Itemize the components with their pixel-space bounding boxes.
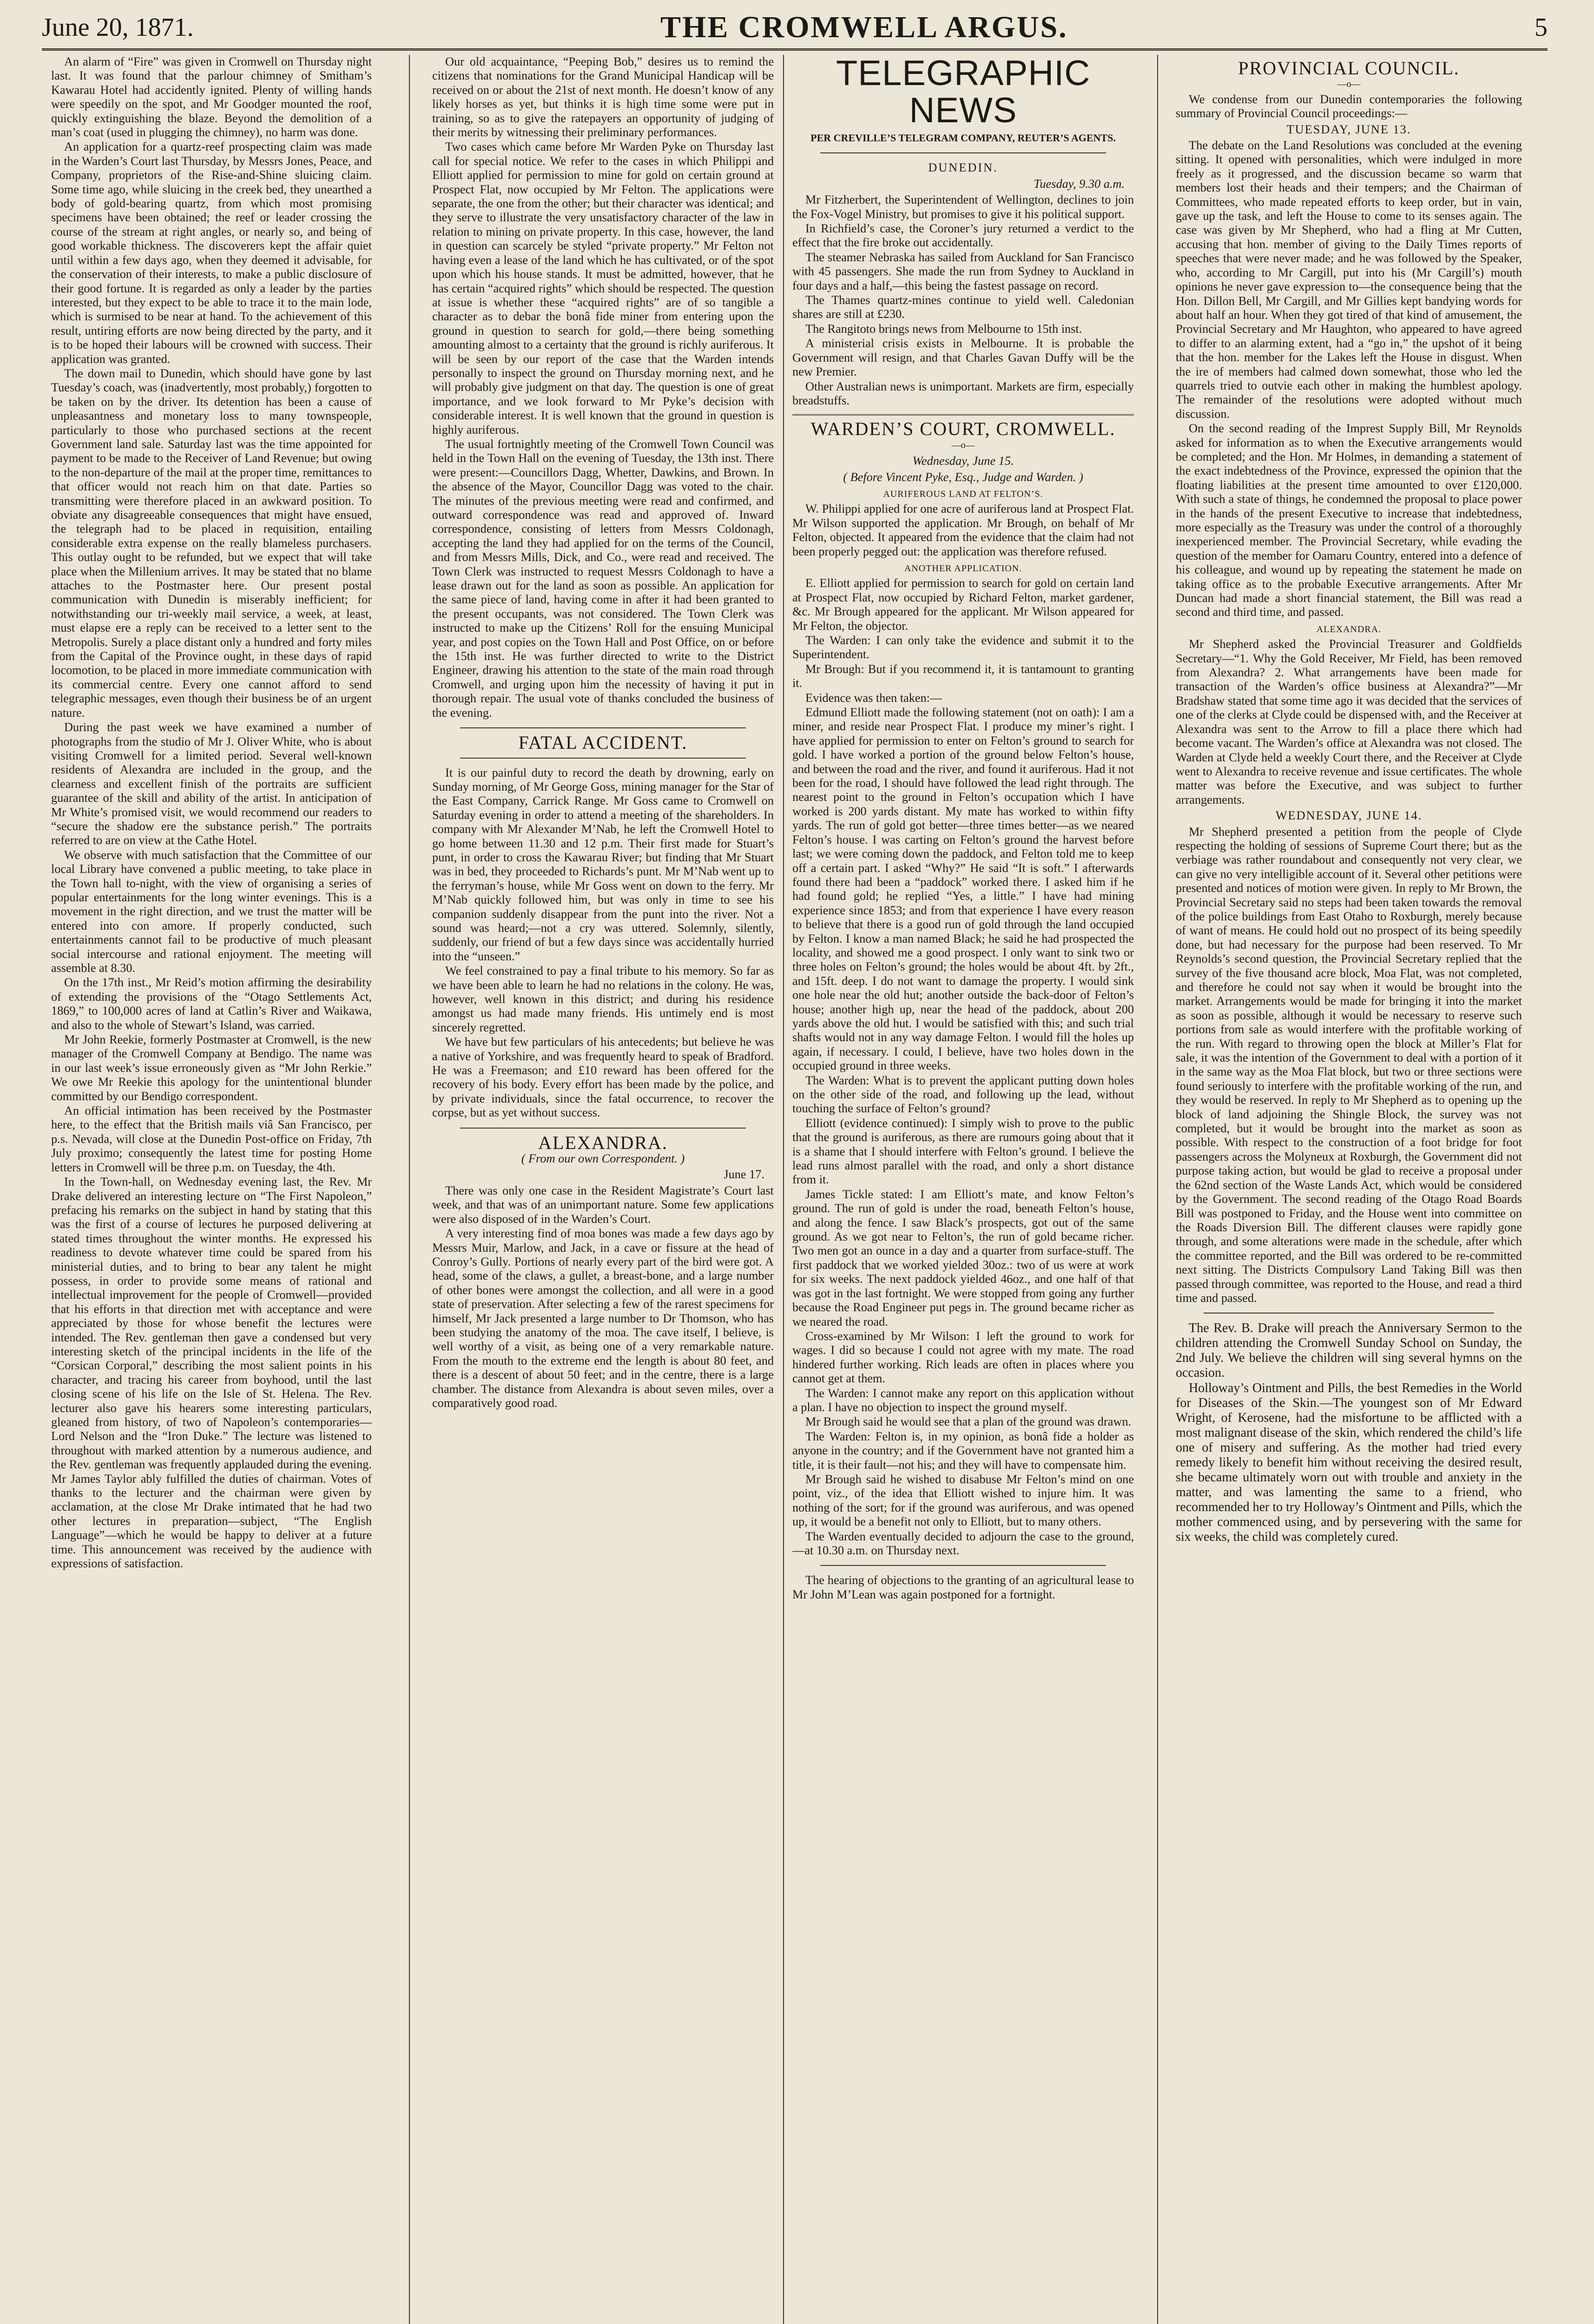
court-paragraph: Mr Brough said he wished to disabuse Mr Felton’s mind on one point, viz., of the idea that Elliott wished to injure him. It was nothing of the sort; for if the ground was auriferous, and was opened up, it would be a benefit not only to Elliott, but to many others. bbox=[792, 1472, 1134, 1529]
article-paragraph: The debate on the Land Resolutions was concluded at the evening sitting. It opened with personalities, which were indulged in more freely as it progressed, and the discussion became so warm that members lost their heads and their tempers; and the Chairman of Committees, who made repeated efforts to keep order, but in vain, gave up the task, and left the House to come to its senses again. The case was given by Mr Shepherd, who had a fling at Mr Cutten, accusing that hon. member of giving to the Daily Times reports of speeches that were never made; and he was followed by the Speaker, who, according to Mr Cargill, put into his (Mr Cargill’s) mouth opinions he never gave expression to—the consequence being that the Hon. Dillon Bell, Mr Cargill, and Mr Gillies kept bandying words for about half an hour. When they got tired of that kind of amusement, the Provincial Secretary and Mr Haughton, who appeared to have agreed to differ to an alarming extent, had a “go in,” the upshot of it being that the hon. member for the Lakes left the House in disgust. When the ire of members had calmed down somewhat, those who led the quarrels tried to outvie each other in making the humblest apology. The remainder of the resolutions were adopted without much discussion. bbox=[1176, 139, 1522, 421]
court-paragraph: The Warden: I can only take the evidence and submit it to the Superintendent. bbox=[792, 634, 1134, 661]
court-date: Wednesday, June 15. bbox=[912, 454, 1014, 468]
court-paragraph: Cross-examined by Mr Wilson: I left the ground to work for wages. I did so because I could not agree with my mate. The road hindered further working. Rich leads are often in places where you cannot get at them. bbox=[792, 1329, 1134, 1386]
column-divider bbox=[1157, 55, 1158, 2324]
article-paragraph: It is our painful duty to record the death by drowning, early on Sunday morning, of Mr George Goss, mining manager for the Star of the East Company, Carrick Range. Mr Goss came to Cromwell on Saturday evening in order to attend a meeting of the shareholders. In company with Mr Alexander M’Nab, he left the Cromwell Hotel to go home between 11.30 and 12 p.m. Their first made for Stuart’s punt, in order to cross the Kawarau River; but finding that Mr Stuart was in bed, they proceeded to Richards’s punt. Mr M’Nab went up to the ferryman’s house, while Mr Goss went on down to the ferry. Mr M’Nab quickly followed him, but was only in time to see his companion suddenly disappear from the punt into the river. Not a sound was heard;—not a cry was uttered. Solemnly, silently, suddenly, our friend of but a few days since was accidentally hurried into the “unseen.” bbox=[432, 766, 774, 963]
ornament-dash: —o— bbox=[1337, 79, 1361, 90]
article-paragraph: An application for a quartz-reef prospecting claim was made in the Warden’s Court last Thursday, by Messrs Jones, Peace, and Company, proprietors of the Rise-and-Shine sluicing claim. Some time ago, while sluicing in the creek bed, they unearthed a body of gold-bearing quartz, from which most promising specimens have been obtained; the reef or leader crossing the course of the stream at right angles, or nearly so, and being of good workable thickness. The discoverers kept the affair quiet until within a few days ago, when they deemed it advisable, for the conservation of their interests, to make a public disclosure of their good fortune. It is regarded as only a leader by the parties interested, but they expect to be able to trace it to the main lode, which is surmised to be near at hand. To the achievement of this result, untiring efforts are now being directed by the party, and it is to be hoped their labours will be crowned with success. Their application was granted. bbox=[51, 140, 372, 366]
article-paragraph: There was only one case in the Resident Magistrate’s Court last week, and that was of an unimportant nature. Some few applications were also disposed of in the Warden’s Court. bbox=[432, 1183, 774, 1226]
news-item: The steamer Nebraska has sailed from Auckland for San Francisco with 45 passengers. She made the run from Sydney to Auckland in four days and a half,—this being the fastest passage on record. bbox=[792, 250, 1134, 292]
article-paragraph: Mr Shepherd asked the Provincial Treasurer and Goldfields Secretary—“1. Why the Gold Receiver, Mr Field, has been removed from Alexandra? 2. What arrangements have been made for transaction of the Warden’s office business at Alexandra?”—Mr Bradshaw stated that some time ago it was decided that the services of one of the clerks at Clyde could be dispensed with, and the Receiver at Alexandra was sent to the Arrow to fill a place there which had become vacant. The Warden’s office at Alexandra was not closed. The Warden at Clyde held a weekly Court there, and the Receiver at Clyde went to Alexandra to receive revenue and issue certificates. The whole matter was before the Executive, and was subject to further arrangements. bbox=[1176, 637, 1522, 806]
news-item: Mr Fitzherbert, the Superintendent of Wellington, declines to join the Fox-Vogel Ministry, but promises to give it his political support. bbox=[792, 193, 1134, 221]
news-item: The Rangitoto brings news from Melbourne to 15th inst. bbox=[805, 322, 1082, 336]
section-rule bbox=[820, 1565, 1106, 1566]
article-paragraph: We condense from our Dunedin contemporaries the following summary of Provincial Council proceedings:— bbox=[1176, 92, 1522, 120]
alexandra-heading: ALEXANDRA. bbox=[538, 1132, 668, 1153]
column-divider bbox=[409, 55, 410, 2324]
news-item: The Thames quartz-mines continue to yield well. Caledonian shares are still at £230. bbox=[792, 293, 1134, 321]
masthead-rule bbox=[42, 48, 1548, 51]
column-3 bbox=[792, 55, 1134, 2324]
court-before: ( Before Vincent Pyke, Esq., Judge and Warden. ) bbox=[843, 470, 1083, 484]
ornament-dash: —o— bbox=[951, 440, 975, 450]
fatal-accident-heading: FATAL ACCIDENT. bbox=[518, 732, 688, 753]
advertisement-paragraph: Holloway’s Ointment and Pills, the best Remedies in the World for Diseases of the Skin.—The youngest son of Mr Edward Wright, of Kerosene, had the misfortune to be afflicted with a most malignant disease of the skin, which rendered the child’s life one of misery and suffering. As the mother had tried every remedy likely to benefit him without receiving the desired result, she became ultimately worn out with trouble and anxiety in the matter, and was lamenting the same to a friend, who recommended her to try Holloway’s Ointment and Pills, which the mother commenced using, and by persevering with the same for six weeks, the child was completely cured. bbox=[1176, 1381, 1522, 1545]
court-paragraph: Elliott (evidence continued): I simply wish to prove to the public that the ground is auriferous, as there are rumours going about that it is a shame that I should interfere with Felton’s ground. I believe the lead runs almost parallel with the road, and only a short distance from it. bbox=[792, 1116, 1134, 1187]
page-number: 5 bbox=[1535, 13, 1548, 42]
article-paragraph: Two cases which came before Mr Warden Pyke on Thursday last call for special notice. We refer to the cases in which Philippi and Elliott applied for permission to mine for gold on certain ground at Prospect Flat, now occupied by Mr Felton. The applications were separate, the one from the other; but their character was identical; and they serve to illustrate the very unsatisfactory character of the law in relation to mining on private property. In this case, however, the land in question can scarcely be styled “private property.” Mr Felton not having even a lease of the land which he has cultivated, or of the spot upon which his house stands. It must be admitted, however, that he has certain “acquired rights” which should be respected. The question at issue is whether these “acquired rights” are of so tangible a character as to debar the bonâ fide miner from entering upon the ground in question to search for gold,—there being something amounting almost to a certainty that the ground is richly auriferous. It will be seen by our report of the case that the Warden intends personally to inspect the ground on Thursday morning next, and he will probably give judgment on that day. The question is one of great importance, and we look forward to Mr Pyke’s decision with considerable interest. It is well known that the ground in question is highly auriferous. bbox=[432, 140, 774, 436]
article-paragraph: We observe with much satisfaction that the Committee of our local Library have convened a public meeting, to take place in the Town hall to-night, with the view of organising a series of popular entertainments for the long winter evenings. This is a movement in the right direction, and we trust the matter will be entered into con amore. If properly conducted, such entertainments cannot fail to be productive of much pleasant social intercourse and rational enjoyment. The meeting will assemble at 8.30. bbox=[51, 848, 372, 975]
news-item: In Richfield’s case, the Coroner’s jury returned a verdict to the effect that the fire broke out accidentally. bbox=[792, 222, 1134, 250]
dispatch-date: June 17. bbox=[724, 1168, 764, 1182]
article-paragraph: In the Town-hall, on Wednesday evening last, the Rev. Mr Drake delivered an interesting lecture on “The First Napoleon,” prefacing his remarks on the subject in hand by stating that this was the first of a course of lectures he purposed delivering at stated times throughout the winter months. He expressed his readiness to devote whatever time could be spared from his ministerial duties, and to bring to bear any talent he might possess, in order to provide some means of rational and intellectual improvement for the people of Cromwell—provided that his efforts in that direction met with acceptance and were appreciated by those for whose benefit the lectures were intended. The Rev. gentleman then gave a condensed but very interesting sketch of the principal incidents in the life of the “Corsican Corporal,” describing the most salient points in his character, and tracing his career from boyhood, until the last closing scene of his life on the Isle of St. Helena. The Rev. lecturer also gave his hearers some interesting particulars, gleaned from history, of two of Napoleon’s contemporaries—Lord Nelson and the “Iron Duke.” The lecture was listened to throughout with marked attention by a numerous audience, and the Rev. gentleman was frequently applauded during the evening. Mr James Taylor ably fulfilled the duties of chairman. Votes of thanks to the lecturer and the chairman were given by acclamation, at the close Mr Drake intimated that he had two other lectures in preparation—subject, “The English Language”—which he would be happy to deliver at a future time. This announcement was received by the audience with expressions of satisfaction. bbox=[51, 1175, 372, 1571]
article-paragraph: Mr John Reekie, formerly Postmaster at Cromwell, is the new manager of the Cromwell Company at Bendigo. The name was in our last week’s issue erroneously given as “Mr John Rerkie.” We owe Mr Reekie this apology for the unintentional blunder committed by our Bendigo correspondent. bbox=[51, 1033, 372, 1103]
telegraphic-subheading: PER CREVILLE’S TELEGRAM COMPANY, REUTER’S AGENTS. bbox=[810, 132, 1116, 144]
correspondent-byline: ( From our own Correspondent. ) bbox=[521, 1152, 685, 1166]
column-4 bbox=[1176, 55, 1522, 2324]
section-rule bbox=[792, 414, 1134, 416]
dunedin-heading: DUNEDIN. bbox=[928, 161, 998, 175]
court-paragraph: Edmund Elliott made the following statement (not on oath): I am a miner, and reside near Prospect Flat. I produce my miner’s right. I have applied for permission to enter on Felton’s ground to search for gold. I have worked a portion of the ground below Felton’s house, and between the road and the river, and found it auriferous. Had it not been for the road, I should have followed the lead right through. The nearest point to the ground in Felton’s occupation which I have worked is 200 yards distant. My mate has worked to within fifty yards. The run of gold got better—three times better—as we neared Felton’s house. I was carting on Felton’s ground the harvest before last; we were coming down the paddock, and Felton told me to keep off a certain part. I asked “Why?” He said “It is soft.” I afterwards found there had been a “paddock” worked there. I asked him if he had found gold; he replied “Yes, a little.” I have had mining experience since 1853; and from that experience I have every reason to believe that there is a good run of gold through the land occupied by Felton. I know a man named Black; he said he had prospected the locality, and showed me a good prospect. I only want to sink two or three holes on Felton’s ground; the holes would be about 4ft. by 2ft., and 15ft. deep. I do not want to damage the property. I would sink one hole near the old hut; another outside the back-door of Felton’s house; another high up, near the head of the paddock, about 200 yards above the old hut. I would be satisfied with this; and such trial shafts would not in any way damage Felton. I would fill the holes up again, if necessary. I could, I believe, have two holes down in the occupied ground in three weeks. bbox=[792, 706, 1134, 1073]
section-rule bbox=[460, 727, 746, 728]
article-paragraph: Mr Shepherd presented a petition from the people of Clyde respecting the holding of sessions of Supreme Court there; but as the verbiage was rather roundabout and consequently not very clear, we can give no very intelligible account of it. Several other petitions were presented and notices of motion were given. In reply to Mr Brown, the Provincial Secretary said no steps had been taken towards the removal of the police buildings from East Otaho to Roxburgh, merely because of want of means. He could hold out no prospect of its being speedily done, but had necessary for the purpose had been reserved. To Mr Reynolds’s second question, the Provincial Secretary replied that the survey of the five thousand acre block, Moa Flat, was not completed, and therefore he could not say when it would be brought into the market. Arrangements would be made for bringing it into the market as soon as possible, although it would be necessary to reserve such portions from sale as would interfere with the profitable working of the run. With regard to throwing open the block at Miller’s Flat for sale, it was the intention of the Government to deal with a portion of it in the same way as the Moa Flat block, but two or three sections were found seriously to interfere with the profitable working of the run, and they would be reserved. In reply to Mr Shepherd as to opening up the block of land adjoining the Shingle Block, the survey was not completed, but it would be brought into the market as soon as possible. With respect to the construction of a foot bridge for foot passengers across the Molyneux at Roxburgh, the Government did not purpose taking action, but would be glad to receive a proposal under the 62nd section of the Waste Lands Act, which would be considered by the Government. The second reading of the Otago Road Boards Bill was postponed to Friday, and the House went into committee on the Roads Diversion Bill. The different clauses were rapidly gone through, and some alterations were made in the schedule, after which the committee reported, and the Bill was ordered to be re-committed next sitting. The Districts Compulsory Land Taking Bill was then passed through committee, was reported to the House, and read a third time and passed. bbox=[1176, 825, 1522, 1305]
masthead bbox=[42, 8, 1548, 46]
section-rule bbox=[460, 758, 746, 759]
case-heading: AURIFEROUS LAND AT FELTON’S. bbox=[883, 489, 1043, 499]
article-paragraph: The usual fortnightly meeting of the Cromwell Town Council was held in the Town Hall on the evening of Tuesday, the 13th inst. There were present:—Councillors Dagg, Whetter, Dawkins, and Brown. In the absence of the Mayor, Councillor Dagg was voted to the chair. The minutes of the previous meeting were read and confirmed, and outward correspondence was read and approved of. Inward correspondence, consisting of letters from Messrs Coldonagh, accepting the land they had applied for on the terms of the Council, and from Messrs Mills, Dick, and Co., were read and received. The Town Clerk was instructed to request Messrs Coldonagh to have a lease drawn out for the land as soon as possible. An application for the same piece of land, having come in after it had been granted to the present occupants, was not considered. The Town Clerk was instructed to make up the Citizens’ Roll for the ensuing Municipal year, and post copies on the Town Hall and Post Office, on or before the 15th inst. He was further directed to write to the District Engineer, drawing his attention to the state of the main road through Cromwell, and urging upon him the necessity of having it put in thorough repair. The usual vote of thanks concluded the business of the evening. bbox=[432, 437, 774, 720]
article-paragraph: On the second reading of the Imprest Supply Bill, Mr Reynolds asked for information as to when the Executive arrangements would be completed; and the Hon. Mr Holmes, in demanding a statement of the exact indebtedness of the Province, expressed the opinion that the floating liabilities at the present time amounted to over £120,000. With such a state of things, he condemned the proposal to place power in the hands of the present Executive to increase that indebtedness, more especially as the Treasury was under the control of a thoroughly inexperienced member. The Provincial Secretary, while evading the question of the member for Oamaru Country, entered into a defence of his colleague, and wound up by repeating the statement he made on taking office as to the probable Executive arrangements. After Mr Duncan had made a short financial statement, the Bill was read a second and third time, and passed. bbox=[1176, 422, 1522, 619]
court-paragraph: Mr Brough: But if you recommend it, it is tantamount to granting it. bbox=[792, 662, 1134, 690]
news-item: Other Australian news is unimportant. Markets are firm, especially breadstuffs. bbox=[792, 379, 1134, 407]
subsection-heading: ALEXANDRA. bbox=[1316, 624, 1382, 634]
news-item: A ministerial crisis exists in Melbourne. It is probable the Government will resign, and that Charles Gavan Duffy will be the new Premier. bbox=[792, 337, 1134, 379]
section-rule bbox=[1204, 1313, 1494, 1314]
provincial-council-heading: PROVINCIAL COUNCIL. bbox=[1238, 58, 1460, 79]
column-1 bbox=[51, 55, 372, 2324]
sitting-date-heading: WEDNESDAY, JUNE 14. bbox=[1275, 809, 1423, 823]
wardens-court-heading: WARDEN’S COURT, CROMWELL. bbox=[810, 418, 1116, 440]
article-paragraph: A very interesting find of moa bones was made a few days ago by Messrs Muir, Marlow, and Jack, in a cave or fissure at the head of Conroy’s Gully. Portions of nearly every part of the bird were got. A head, some of the claws, a gullet, a breast-bone, and a large number of other bones were amongst the collection, and all were in a good state of preservation. After selecting a few of the rarest specimens for himself, Mr Jack presented a large number to Dr Thomson, who has been studying the anatomy of the moa. The cave itself, I believe, is well worthy of a visit, as being one of a very remarkable nature. From the mouth to the extreme end the length is about 80 feet, and there is a descent of about 50 feet; and in the centre, there is a large chamber. The distance from Alexandra is about seven miles, over a comparatively good road. bbox=[432, 1227, 774, 1410]
section-rule bbox=[820, 152, 1106, 153]
article-paragraph: The Rev. B. Drake will preach the Anniversary Sermon to the children attending the Cromwell Sunday School on Sunday, the 2nd July. We believe the children will sing several hymns on the occasion. bbox=[1176, 1321, 1522, 1380]
section-rule bbox=[460, 1128, 746, 1129]
column-2 bbox=[432, 55, 774, 2324]
article-paragraph: We have but few particulars of his antecedents; but believe he was a native of Yorkshire, and was frequently heard to speak of Bradford. He was a Freemason; and £10 reward has been offered for the recovery of his body. Every effort has been made by the police, and by private individuals, since the fatal occurrence, to recover the corpse, but as yet without success. bbox=[432, 1035, 774, 1120]
article-paragraph: An alarm of “Fire” was given in Cromwell on Thursday night last. It was found that the parlour chimney of Smitham’s Kawarau Hotel had accidently ignited. Plenty of willing hands were speedily on the spot, and Mr Goodger mounted the roof, quickly extinguishing the blaze. Beyond the demolition of a man’s coat (used in plugging the chimney), no harm was done. bbox=[51, 55, 372, 139]
article-paragraph: On the 17th inst., Mr Reid’s motion affirming the desirability of extending the provisions of the “Otago Settlements Act, 1869,” to 100,000 acres of land at Catlin’s River and Waikawa, and also to the whole of Stewart’s Island, was carried. bbox=[51, 976, 372, 1032]
dispatch-date: Tuesday, 9.30 a.m. bbox=[1034, 177, 1125, 191]
court-paragraph: The Warden eventually decided to adjourn the case to the ground,—at 10.30 a.m. on Thursday next. bbox=[792, 1529, 1134, 1557]
court-paragraph: E. Elliott applied for permission to search for gold on certain land at Prospect Flat, now occupied by Richard Felton, market gardener, &c. Mr Brough appeared for the applicant. Mr Wilson appeared for Mr Felton, the objector. bbox=[792, 576, 1134, 633]
article-paragraph: We feel constrained to pay a final tribute to his memory. So far as we have been able to learn he had no relations in the colony. He was, however, well known in this district; and during his residence amongst us had made many friends. His untimely end is most sincerely regretted. bbox=[432, 964, 774, 1034]
court-paragraph: James Tickle stated: I am Elliott’s mate, and know Felton’s ground. The run of gold is under the road, beneath Felton’s house, and along the fence. I saw Black’s prospects, got out of the same ground. As we got near to Felton’s, the run of gold became richer. Two men got an ounce in a day and a quarter from surface-stuff. The first paddock that we worked yielded 30oz.: two of us were at work for six weeks. The next paddock yielded 46oz., and one half of that was got in the last fortnight. We were stopped from going any further because the Road Engineer put pegs in. The ground became richer as we neared the road. bbox=[792, 1187, 1134, 1328]
court-paragraph: The hearing of objections to the granting of an agricultural lease to Mr John M’Lean was again postponed for a fortnight. bbox=[792, 1573, 1134, 1601]
sitting-date-heading: TUESDAY, JUNE 13. bbox=[1286, 122, 1411, 136]
column-divider bbox=[783, 55, 784, 2324]
article-paragraph: An official intimation has been received by the Postmaster here, to the effect that the British mails viâ San Francisco, per p.s. Nevada, will close at the Dunedin Post-office on Friday, 7th July proximo; consequently the latest time for posting Home letters in Cromwell will be three p.m. on Tuesday, the 4th. bbox=[51, 1104, 372, 1174]
court-paragraph: The Warden: I cannot make any report on this application without a plan. I have no objection to inspect the ground myself. bbox=[792, 1386, 1134, 1414]
article-paragraph: Our old acquaintance, “Peeping Bob,” desires us to remind the citizens that nominations for the Grand Municipal Handicap will be received on or about the 21st of next month. He doesn’t know of any likely horses as yet, but thinks it is high time some were put in training, so as to give the ratepayers an opportunity of judging of their merits by witnessing their preliminary performances. bbox=[432, 55, 774, 139]
court-paragraph: The Warden: Felton is, in my opinion, as bonâ fide a holder as anyone in the country; and if the Government have not granted him a title, it is their fault—not his; and they will have to compensate him. bbox=[792, 1429, 1134, 1472]
court-paragraph: Evidence was then taken:— bbox=[805, 691, 942, 705]
article-paragraph: The down mail to Dunedin, which should have gone by last Tuesday’s coach, was (inadvertently, most probably,) forgotten to be taken on by the driver. Its detention has been a cause of unpleasantness and monetary loss to many townspeople, particularly to those who purchased sections at the recent Government land sale. Saturday last was the time appointed for payment to be made to the Receiver of Land Revenue; but owing to the non-departure of the mail at the proper time, remittances to that officer would not reach him on that date. Parties so transmitting were therefore placed in an awkward position. To obviate any disagreeable consequences that might have ensued, the telegraph had to be placed in requisition, entailing considerable extra expense on the really blameless purchasers. This outlay ought to be refunded, but we expect that will take place when the Millenium arrives. It may be stated that no blame attaches to the Postmaster here. Our present postal communication with Dunedin is miserably inefficient; for notwithstanding our tri-weekly mail service, a week, at least, must elapse ere a reply can be received to a letter sent to the Metropolis. Surely a place distant only a hundred and forty miles from the Capital of the Province ought, in these days of rapid locomotion, to be placed in more immediate communication with its commercial centre. Every one cannot afford to send telegraphic messages, even though their business be of an urgent nature. bbox=[51, 366, 372, 720]
court-paragraph: Mr Brough said he would see that a plan of the ground was drawn. bbox=[805, 1415, 1132, 1429]
newspaper-title: THE CROMWELL ARGUS. bbox=[660, 10, 1068, 44]
issue-date: June 20, 1871. bbox=[42, 13, 194, 42]
case-heading: ANOTHER APPLICATION. bbox=[904, 563, 1022, 574]
telegraphic-news-heading: TELEGRAPHIC NEWS bbox=[836, 55, 1091, 130]
article-paragraph: During the past week we have examined a number of photographs from the studio of Mr J. Oliver White, who is about visiting Cromwell for a limited period. Several well-known residents of Alexandra are included in the group, and the clearness and excellent finish of the portraits are sufficient guarantee of the skill and ability of the artist. In anticipation of Mr White’s promised visit, we would recommend our readers to “secure the shadow ere the substance perish.” The portraits referred to are on view at the Cathe Hotel. bbox=[51, 720, 372, 847]
court-paragraph: W. Philippi applied for one acre of auriferous land at Prospect Flat. Mr Wilson supported the application. Mr Brough, on behalf of Mr Felton, objected. It appeared from the evidence that the claim had not been properly pegged out: the application was therefore refused. bbox=[792, 502, 1134, 558]
court-paragraph: The Warden: What is to prevent the applicant putting down holes on the other side of the road, and following up the lead, without touching the surface of Felton’s ground? bbox=[792, 1073, 1134, 1116]
